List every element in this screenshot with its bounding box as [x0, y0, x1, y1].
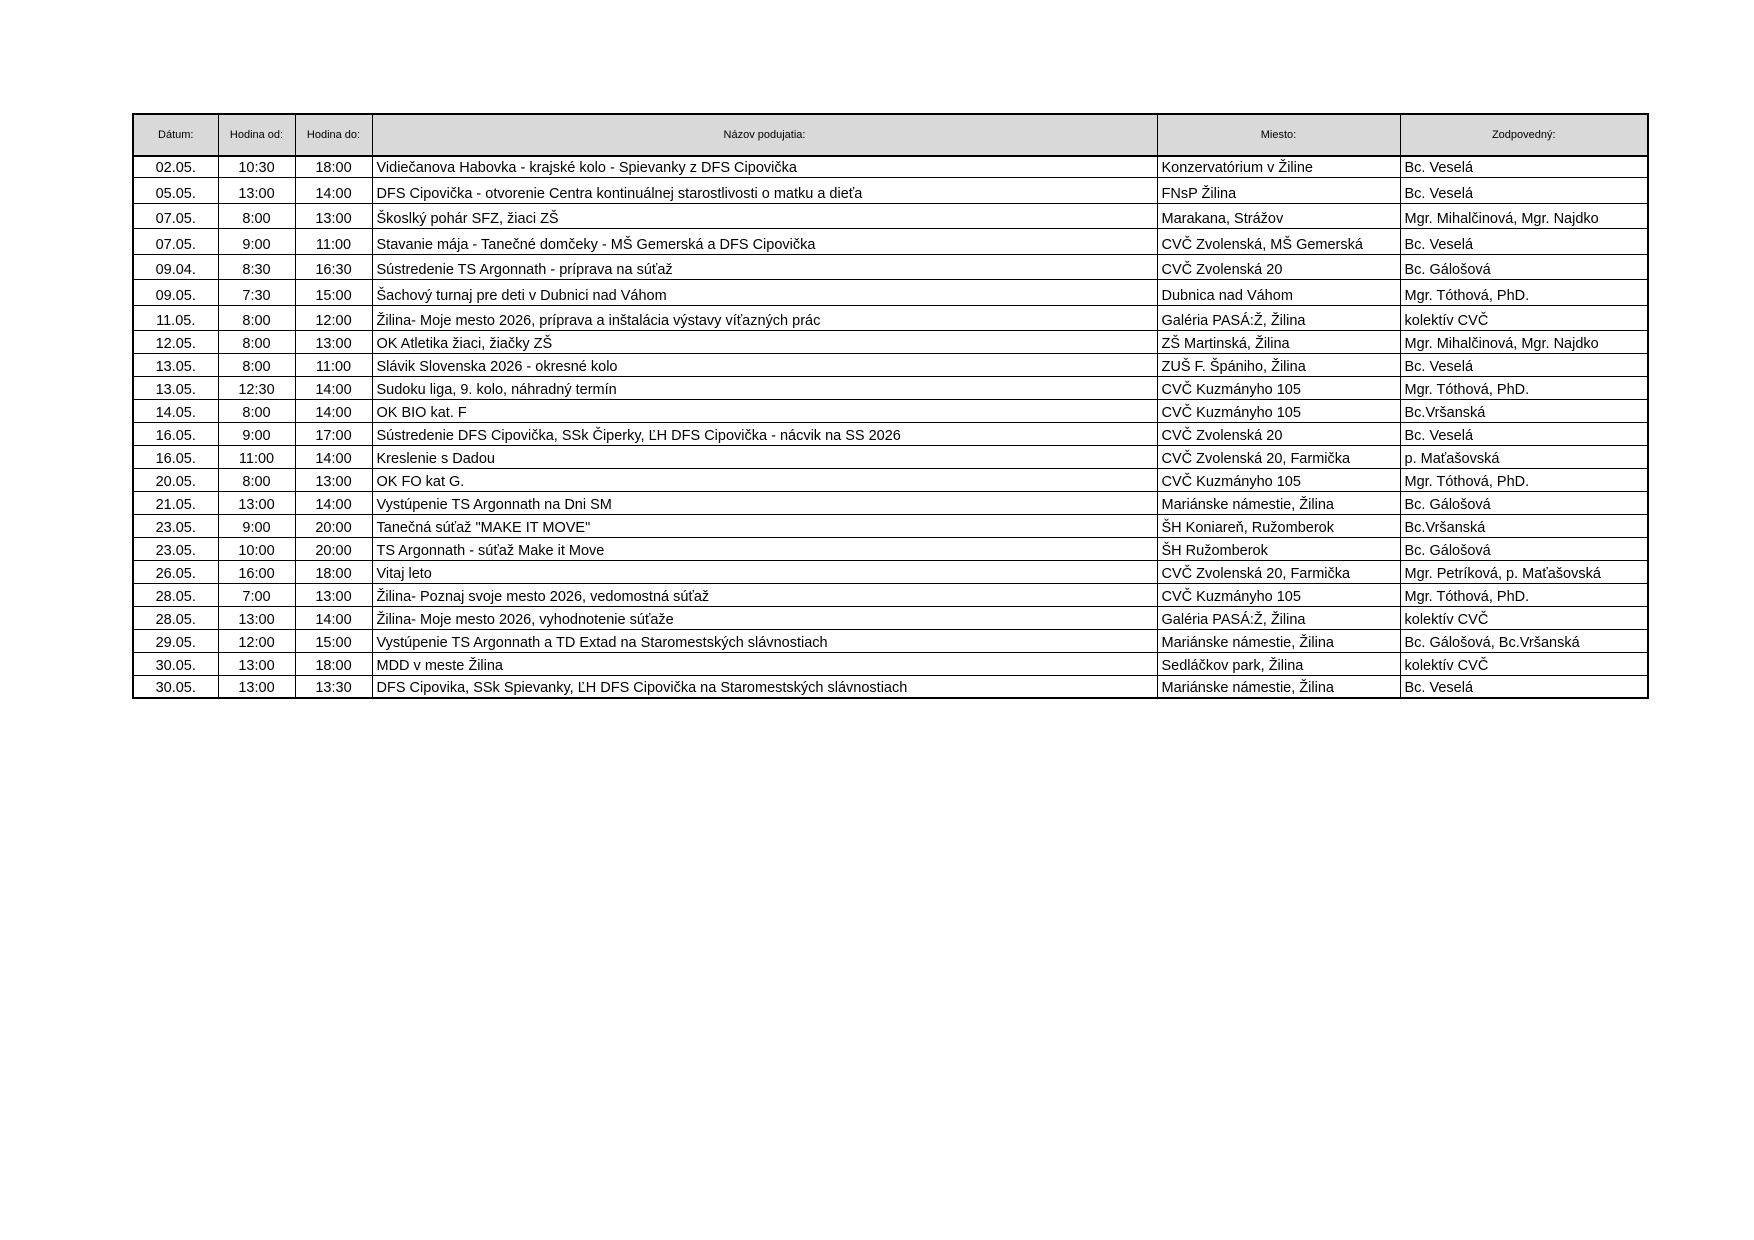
table-row — [133, 177, 1648, 203]
table-row — [133, 468, 1648, 491]
cell-time-from: 13:00 — [218, 606, 295, 629]
cell-date: 09.04. — [133, 254, 218, 279]
cell-time-from: 8:00 — [218, 399, 295, 422]
cell-place: Galéria PASÁ:Ž, Žilina — [1157, 606, 1400, 629]
cell-time-from: 16:00 — [218, 560, 295, 583]
cell-time-to: 18:00 — [295, 560, 372, 583]
cell-date: 29.05. — [133, 629, 218, 652]
cell-time-from: 10:00 — [218, 537, 295, 560]
cell-place: Konzervatórium v Žiline — [1157, 156, 1400, 177]
cell-place: CVČ Kuzmányho 105 — [1157, 583, 1400, 606]
cell-date: 07.05. — [133, 228, 218, 254]
cell-time-to: 14:00 — [295, 376, 372, 399]
cell-time-to: 16:30 — [295, 254, 372, 279]
cell-date: 16.05. — [133, 445, 218, 468]
cell-place: CVČ Zvolenská, MŠ Gemerská — [1157, 228, 1400, 254]
table-row — [133, 305, 1648, 330]
cell-place: Mariánske námestie, Žilina — [1157, 629, 1400, 652]
cell-time-from: 11:00 — [218, 445, 295, 468]
cell-responsible: Bc. Veselá — [1400, 353, 1648, 376]
cell-date: 12.05. — [133, 330, 218, 353]
cell-responsible: Bc. Veselá — [1400, 422, 1648, 445]
cell-place: CVČ Zvolenská 20, Farmička — [1157, 560, 1400, 583]
cell-time-to: 20:00 — [295, 514, 372, 537]
cell-date: 13.05. — [133, 376, 218, 399]
cell-responsible: Bc. Gálošová, Bc.Vršanská — [1400, 629, 1648, 652]
cell-place: CVČ Kuzmányho 105 — [1157, 468, 1400, 491]
cell-place: FNsP Žilina — [1157, 177, 1400, 203]
cell-time-from: 9:00 — [218, 422, 295, 445]
cell-responsible: Mgr. Tóthová, PhD. — [1400, 468, 1648, 491]
table-row — [133, 422, 1648, 445]
cell-time-to: 11:00 — [295, 353, 372, 376]
cell-event-name: Žilina- Moje mesto 2026, vyhodnotenie súťaže — [372, 606, 1157, 629]
cell-time-from: 8:00 — [218, 330, 295, 353]
cell-time-from: 8:00 — [218, 203, 295, 228]
cell-event-name: Žilina- Moje mesto 2026, príprava a inštalácia výstavy víťazných prác — [372, 305, 1157, 330]
cell-date: 28.05. — [133, 606, 218, 629]
cell-date: 05.05. — [133, 177, 218, 203]
cell-time-from: 7:30 — [218, 279, 295, 305]
header-place: Miesto: — [1157, 114, 1400, 156]
cell-responsible: Bc. Veselá — [1400, 156, 1648, 177]
table-row — [133, 228, 1648, 254]
table-row — [133, 156, 1648, 177]
cell-time-to: 14:00 — [295, 491, 372, 514]
table-row — [133, 606, 1648, 629]
cell-event-name: TS Argonnath - súťaž Make it Move — [372, 537, 1157, 560]
table-row — [133, 254, 1648, 279]
cell-date: 30.05. — [133, 675, 218, 698]
cell-event-name: Vystúpenie TS Argonnath a TD Extad na Staromestských slávnostiach — [372, 629, 1157, 652]
cell-place: CVČ Zvolenská 20 — [1157, 254, 1400, 279]
cell-place: CVČ Zvolenská 20 — [1157, 422, 1400, 445]
table-row — [133, 629, 1648, 652]
cell-date: 21.05. — [133, 491, 218, 514]
cell-time-to: 13:00 — [295, 203, 372, 228]
table-row — [133, 491, 1648, 514]
cell-place: Marakana, Strážov — [1157, 203, 1400, 228]
cell-event-name: Vitaj leto — [372, 560, 1157, 583]
cell-date: 16.05. — [133, 422, 218, 445]
cell-event-name: Kreslenie s Dadou — [372, 445, 1157, 468]
cell-responsible: p. Maťašovská — [1400, 445, 1648, 468]
cell-responsible: Mgr. Petríková, p. Maťašovská — [1400, 560, 1648, 583]
cell-place: ŠH Koniareň, Ružomberok — [1157, 514, 1400, 537]
header-time-to: Hodina do: — [295, 114, 372, 156]
table-header — [133, 114, 1648, 156]
cell-event-name: Stavanie mája - Tanečné domčeky - MŠ Gemerská a DFS Cipovička — [372, 228, 1157, 254]
cell-place: Dubnica nad Váhom — [1157, 279, 1400, 305]
table-row — [133, 537, 1648, 560]
cell-date: 14.05. — [133, 399, 218, 422]
table-row — [133, 560, 1648, 583]
cell-event-name: OK FO kat G. — [372, 468, 1157, 491]
cell-responsible: kolektív CVČ — [1400, 652, 1648, 675]
cell-event-name: Slávik Slovenska 2026 - okresné kolo — [372, 353, 1157, 376]
table-row — [133, 203, 1648, 228]
cell-date: 13.05. — [133, 353, 218, 376]
cell-responsible: Mgr. Tóthová, PhD. — [1400, 583, 1648, 606]
cell-event-name: Šachový turnaj pre deti v Dubnici nad Váhom — [372, 279, 1157, 305]
cell-time-from: 13:00 — [218, 491, 295, 514]
cell-place: ŠH Ružomberok — [1157, 537, 1400, 560]
header-time-from: Hodina od: — [218, 114, 295, 156]
cell-time-from: 9:00 — [218, 514, 295, 537]
cell-time-to: 11:00 — [295, 228, 372, 254]
cell-responsible: Bc. Gálošová — [1400, 537, 1648, 560]
cell-responsible: Bc. Veselá — [1400, 675, 1648, 698]
cell-event-name: Sústredenie TS Argonnath - príprava na súťaž — [372, 254, 1157, 279]
cell-time-from: 13:00 — [218, 675, 295, 698]
cell-time-to: 18:00 — [295, 156, 372, 177]
cell-date: 09.05. — [133, 279, 218, 305]
cell-time-to: 15:00 — [295, 629, 372, 652]
cell-event-name: DFS Cipovička - otvorenie Centra kontinuálnej starostlivosti o matku a dieťa — [372, 177, 1157, 203]
cell-event-name: Tanečná súťaž "MAKE IT MOVE" — [372, 514, 1157, 537]
schedule-table — [132, 113, 1649, 699]
cell-time-to: 14:00 — [295, 177, 372, 203]
header-row — [133, 114, 1648, 156]
cell-date: 30.05. — [133, 652, 218, 675]
cell-date: 07.05. — [133, 203, 218, 228]
cell-place: CVČ Zvolenská 20, Farmička — [1157, 445, 1400, 468]
cell-time-to: 18:00 — [295, 652, 372, 675]
cell-event-name: Sústredenie DFS Cipovička, SSk Čiperky, ĽH DFS Cipovička - nácvik na SS 2026 — [372, 422, 1157, 445]
cell-time-to: 13:30 — [295, 675, 372, 698]
cell-date: 26.05. — [133, 560, 218, 583]
table-row — [133, 330, 1648, 353]
table-row — [133, 445, 1648, 468]
cell-time-to: 14:00 — [295, 606, 372, 629]
cell-time-from: 13:00 — [218, 177, 295, 203]
table-row — [133, 675, 1648, 698]
table-body — [133, 156, 1648, 698]
cell-responsible: kolektív CVČ — [1400, 305, 1648, 330]
cell-event-name: DFS Cipovika, SSk Spievanky, ĽH DFS Cipovička na Staromestských slávnostiach — [372, 675, 1157, 698]
cell-place: Mariánske námestie, Žilina — [1157, 491, 1400, 514]
header-event-name: Názov podujatia: — [372, 114, 1157, 156]
cell-event-name: MDD v meste Žilina — [372, 652, 1157, 675]
cell-time-to: 14:00 — [295, 445, 372, 468]
cell-time-to: 13:00 — [295, 468, 372, 491]
cell-time-to: 15:00 — [295, 279, 372, 305]
cell-responsible: Bc. Veselá — [1400, 228, 1648, 254]
cell-time-to: 14:00 — [295, 399, 372, 422]
cell-time-to: 17:00 — [295, 422, 372, 445]
cell-responsible: Bc. Gálošová — [1400, 254, 1648, 279]
cell-time-to: 12:00 — [295, 305, 372, 330]
cell-time-to: 20:00 — [295, 537, 372, 560]
cell-place: Sedláčkov park, Žilina — [1157, 652, 1400, 675]
cell-date: 23.05. — [133, 537, 218, 560]
cell-date: 02.05. — [133, 156, 218, 177]
cell-time-from: 10:30 — [218, 156, 295, 177]
cell-time-from: 7:00 — [218, 583, 295, 606]
cell-place: ZUŠ F. Špániho, Žilina — [1157, 353, 1400, 376]
cell-responsible: Mgr. Tóthová, PhD. — [1400, 279, 1648, 305]
cell-event-name: Vystúpenie TS Argonnath na Dni SM — [372, 491, 1157, 514]
cell-time-to: 13:00 — [295, 583, 372, 606]
cell-responsible: Bc. Veselá — [1400, 177, 1648, 203]
cell-event-name: Škoslký pohár SFZ, žiaci ZŠ — [372, 203, 1157, 228]
cell-responsible: Bc. Gálošová — [1400, 491, 1648, 514]
cell-time-from: 8:30 — [218, 254, 295, 279]
cell-date: 28.05. — [133, 583, 218, 606]
cell-responsible: Bc.Vršanská — [1400, 399, 1648, 422]
cell-responsible: kolektív CVČ — [1400, 606, 1648, 629]
cell-event-name: Sudoku liga, 9. kolo, náhradný termín — [372, 376, 1157, 399]
table-row — [133, 583, 1648, 606]
table-row — [133, 514, 1648, 537]
table-row — [133, 399, 1648, 422]
cell-event-name: OK BIO kat. F — [372, 399, 1157, 422]
cell-time-from: 13:00 — [218, 652, 295, 675]
cell-place: Mariánske námestie, Žilina — [1157, 675, 1400, 698]
cell-time-from: 8:00 — [218, 305, 295, 330]
cell-event-name: Vidiečanova Habovka - krajské kolo - Spievanky z DFS Cipovička — [372, 156, 1157, 177]
cell-time-to: 13:00 — [295, 330, 372, 353]
cell-date: 11.05. — [133, 305, 218, 330]
table-row — [133, 652, 1648, 675]
cell-event-name: Žilina- Poznaj svoje mesto 2026, vedomostná súťaž — [372, 583, 1157, 606]
table-row — [133, 376, 1648, 399]
cell-responsible: Mgr. Tóthová, PhD. — [1400, 376, 1648, 399]
cell-place: Galéria PASÁ:Ž, Žilina — [1157, 305, 1400, 330]
cell-time-from: 8:00 — [218, 468, 295, 491]
cell-place: CVČ Kuzmányho 105 — [1157, 376, 1400, 399]
cell-event-name: OK Atletika žiaci, žiačky ZŠ — [372, 330, 1157, 353]
cell-place: ZŠ Martinská, Žilina — [1157, 330, 1400, 353]
cell-time-from: 12:30 — [218, 376, 295, 399]
cell-date: 23.05. — [133, 514, 218, 537]
cell-responsible: Mgr. Mihalčinová, Mgr. Najdko — [1400, 203, 1648, 228]
header-responsible: Zodpovedný: — [1400, 114, 1648, 156]
cell-date: 20.05. — [133, 468, 218, 491]
cell-responsible: Bc.Vršanská — [1400, 514, 1648, 537]
cell-time-from: 9:00 — [218, 228, 295, 254]
cell-time-from: 12:00 — [218, 629, 295, 652]
header-date: Dátum: — [133, 114, 218, 156]
cell-place: CVČ Kuzmányho 105 — [1157, 399, 1400, 422]
cell-time-from: 8:00 — [218, 353, 295, 376]
cell-responsible: Mgr. Mihalčinová, Mgr. Najdko — [1400, 330, 1648, 353]
table-row — [133, 279, 1648, 305]
table-row — [133, 353, 1648, 376]
